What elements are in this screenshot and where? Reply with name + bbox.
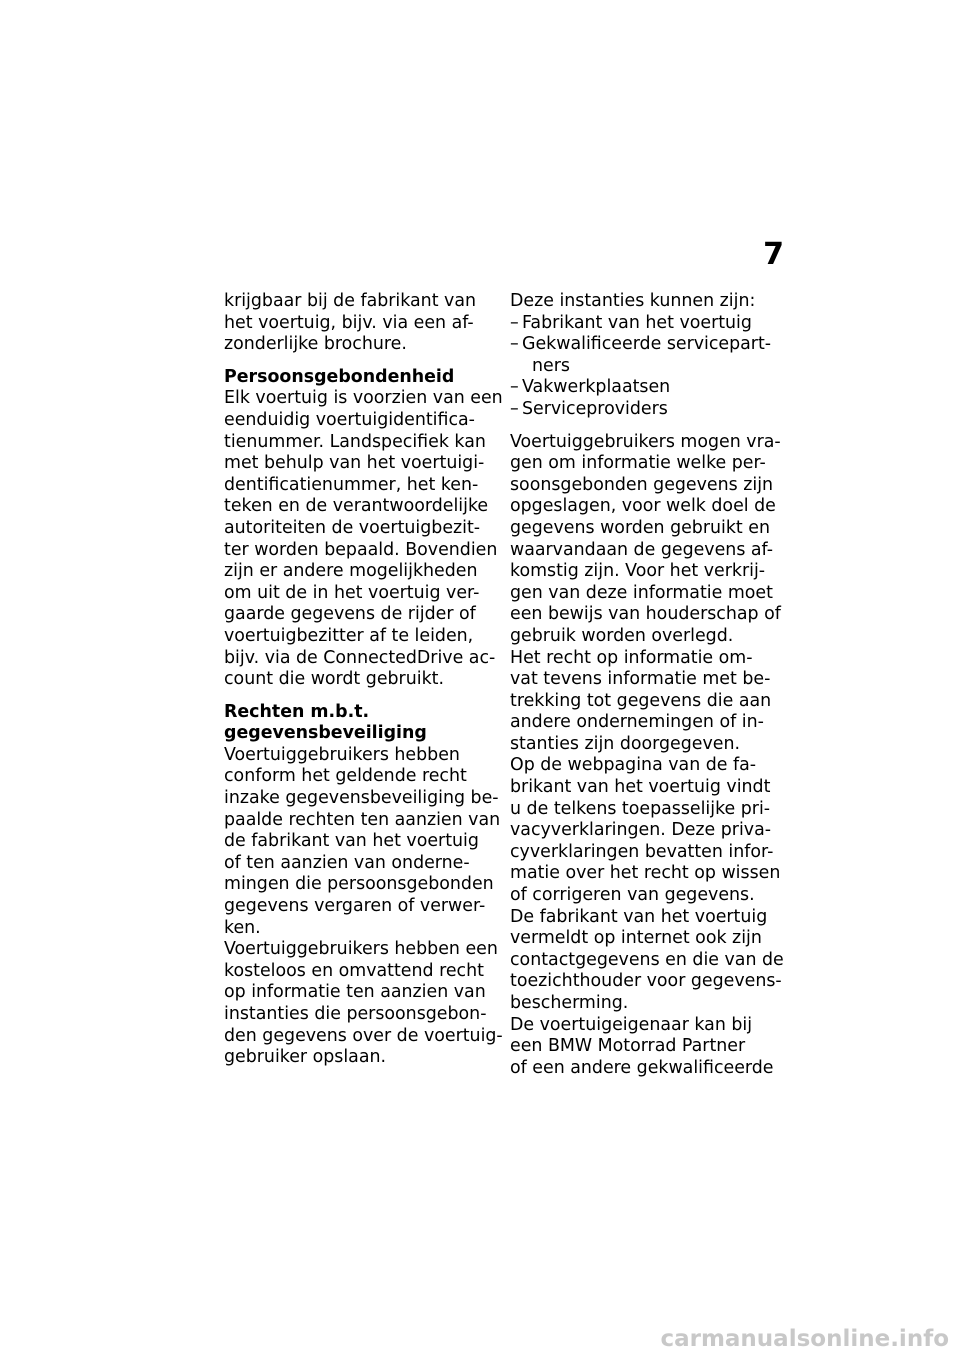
text-line: vat tevens informatie met be-	[510, 669, 771, 690]
text-line: zijn er andere mogelijkheden	[224, 561, 478, 582]
text-line: gen van deze informatie moet	[510, 582, 773, 603]
page-number: 7	[763, 237, 784, 272]
section-heading: Rechten m.b.t.	[224, 701, 370, 722]
text-line: Op de webpagina van de fa-	[510, 755, 757, 776]
text-line: stanties zijn doorgegeven.	[510, 733, 741, 754]
section-rechten	[224, 701, 503, 1069]
dash-bullet: –	[510, 398, 519, 419]
list-item-text: Vakwerkplaatsen	[522, 377, 671, 398]
list-item	[510, 334, 776, 356]
text-line: kosteloos en omvattend recht	[224, 960, 484, 981]
section-heading: Persoonsgebondenheid	[224, 366, 455, 387]
text-line: vacyverklaringen. Deze priva-	[510, 820, 772, 841]
dash-bullet: –	[510, 377, 519, 398]
text-line: paalde rechten ten aanzien van	[224, 809, 501, 830]
text-line: autoriteiten de voertuigbezit-	[224, 517, 481, 538]
text-line: zonderlijke brochure.	[224, 334, 407, 355]
instances-list	[510, 313, 776, 421]
list-item	[510, 313, 776, 335]
text-line: Elk voertuig is voorzien van een	[224, 388, 503, 409]
text-line: teken en de verantwoordelijke	[224, 496, 489, 517]
text-line: eenduidig voertuigidentifica-	[224, 409, 475, 430]
text-line: cyverklaringen bevatten infor-	[510, 841, 774, 862]
text-line: gegevens vergaren of verwer-	[224, 896, 486, 917]
text-line: of ten aanzien van onderne-	[224, 852, 470, 873]
text-line: contactgegevens en die van de	[510, 949, 784, 970]
text-line: opgeslagen, voor welk doel de	[510, 496, 776, 517]
text-line: dentificatienummer, het ken-	[224, 474, 479, 495]
text-line: instanties die persoonsgebon-	[224, 1004, 487, 1024]
text-line: inzake gegevensbeveiliging be-	[224, 788, 499, 809]
list-item	[510, 399, 776, 421]
text-line: den gegevens over de voertuig-	[224, 1025, 503, 1046]
text-line: Voertuiggebruikers hebben	[224, 744, 460, 765]
text-line: op informatie ten aanzien van	[224, 982, 486, 1003]
text-line: u de telkens toepasselijke pri-	[510, 798, 771, 819]
text-line: gen om informatie welke per-	[510, 453, 766, 474]
text-line: tienummer. Landspecifiek kan	[224, 431, 486, 452]
text-line: trekking tot gegevens die aan	[510, 690, 772, 711]
text-line: brikant van het voertuig vindt	[510, 777, 771, 798]
dash-bullet: –	[510, 334, 519, 355]
text-line: krijgbaar bij de fabrikant van	[224, 291, 477, 311]
text-line: count die wordt gebruikt.	[224, 669, 444, 690]
text-line: een bewijs van houderschap of	[510, 604, 781, 625]
text-line: de fabrikant van het voertuig	[224, 831, 479, 852]
text-line: met behulp van het voertuigi-	[224, 453, 485, 474]
text-line: soonsgebonden gegevens zijn	[510, 474, 774, 495]
text-line: ter worden bepaald. Bovendien	[224, 539, 498, 560]
text-line: bescherming.	[510, 993, 629, 1013]
text-line: of corrigeren van gegevens.	[510, 885, 755, 906]
text-line: voertuigbezitter af te leiden,	[224, 625, 474, 646]
text-line: mingen die persoonsgebonden	[224, 874, 494, 895]
list-item-text: Serviceproviders	[522, 398, 668, 419]
right-column	[510, 291, 784, 1079]
text-line: conform het geldende recht	[224, 766, 467, 787]
text-line: vermeldt op internet ook zijn	[510, 928, 762, 949]
text-line: of een andere gekwalificeerde	[510, 1057, 774, 1078]
list-intro: Deze instanties kunnen zijn:	[510, 291, 756, 311]
list-item-text: Fabrikant van het voertuig	[522, 312, 752, 333]
text-line: komstig zijn. Voor het verkrij-	[510, 561, 766, 582]
text-line: ken.	[224, 917, 261, 938]
text-line: De fabrikant van het voertuig	[510, 906, 768, 927]
text-line: toezichthouder voor gegevens-	[510, 971, 782, 992]
watermark: carmanualsonline.info	[660, 1326, 949, 1352]
text-line: gebruiker opslaan.	[224, 1047, 387, 1068]
text-line: gegevens worden gebruikt en	[510, 517, 770, 538]
section-persoonsgebondenheid	[224, 366, 503, 691]
text-line: waarvandaan de gegevens af-	[510, 539, 774, 560]
list-item	[510, 377, 776, 399]
text-line: De voertuigeigenaar kan bij	[510, 1014, 753, 1035]
list-item-continuation: ners	[532, 355, 570, 376]
text-line: Voertuiggebruikers mogen vra-	[510, 431, 781, 452]
section-heading: gegevensbeveiliging	[224, 723, 427, 744]
text-line: Het recht op informatie om-	[510, 647, 753, 668]
text-line: bijv. via de ConnectedDrive ac-	[224, 647, 496, 668]
text-line: gebruik worden overlegd.	[510, 625, 734, 646]
text-line: om uit de in het voertuig ver-	[224, 582, 480, 603]
text-line: een BMW Motorrad Partner	[510, 1036, 746, 1057]
list-item-text: Gekwalificeerde servicepart-	[522, 334, 772, 355]
intro-paragraph	[224, 291, 490, 356]
left-column	[224, 291, 503, 1069]
body-text	[510, 431, 784, 1080]
text-line: matie over het recht op wissen	[510, 863, 781, 884]
text-line: gaarde gegevens de rijder of	[224, 604, 476, 625]
dash-bullet: –	[510, 312, 519, 333]
text-line: andere ondernemingen of in-	[510, 712, 764, 733]
text-line: Voertuiggebruikers hebben een	[224, 939, 498, 960]
text-line: het voertuig, bijv. via een af-	[224, 312, 474, 333]
